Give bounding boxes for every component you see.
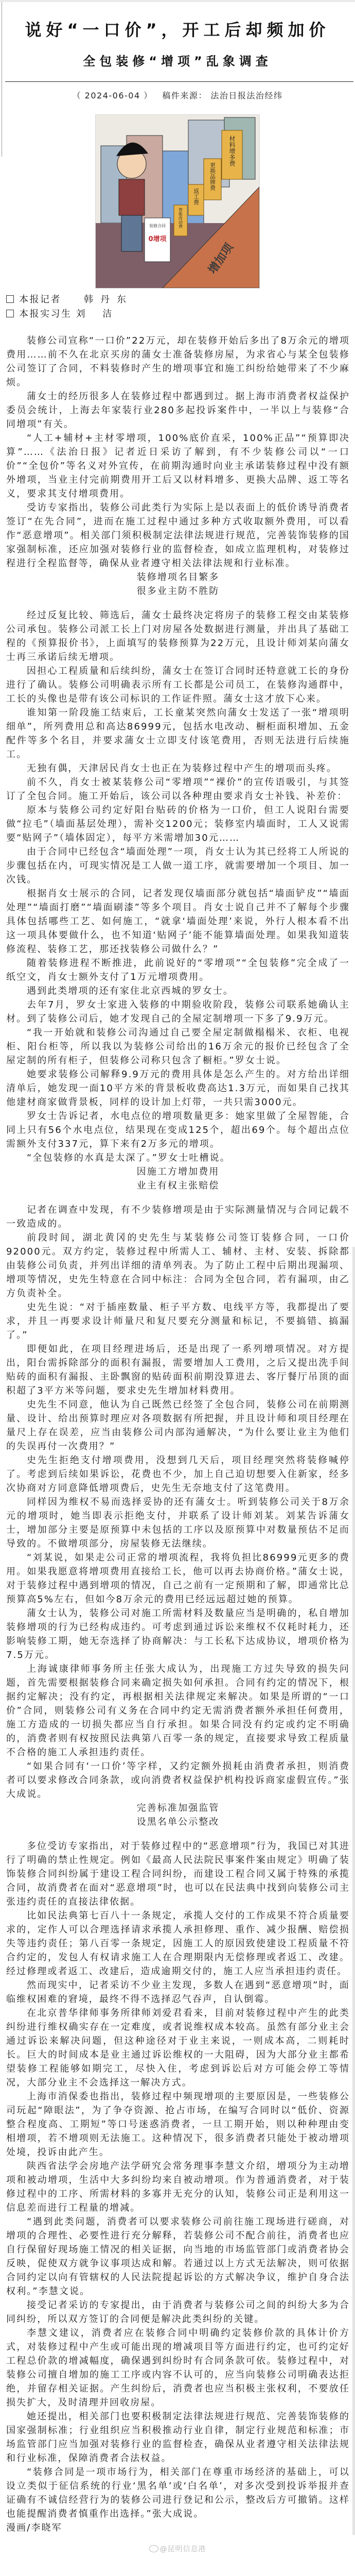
byline-intern xyxy=(6,307,355,321)
byline-name: 韩丹东 xyxy=(84,294,133,305)
section-heading-line: 装修增项名目繁多 xyxy=(136,572,220,583)
watermark xyxy=(0,2544,355,2554)
paragraph: 李慧文建议，消费者应在装修合同中明确约定装修价款的具体计价方式，对装修过程中产生或可能出现的增减项目等方面进行约定，也可约定好工程总价款的增减幅度，确保遇到纠纷时有合同条款可依。装修过程中，对装修公司擅自增加的施工工序或内容不认可的，应当向装修公司明确表达拒绝，并留存相关证据。产生纠纷后，消费者也应当积极主张权利，不要放任损失扩大，及时清理并回收房屋。 xyxy=(6,2328,350,2408)
weibo-icon xyxy=(149,2545,158,2552)
paragraph: 由于合同中已经包含“墙面处理”一项，肖女士认为其已经将工人所说的步骤包括在内，可现实情况是工人做一道工序，就需要增加一个项目、加一次钱。 xyxy=(6,846,350,885)
paragraph: 原本与装修公司约定好阳台贴砖的价格为一口价，但工人说阳台需要做“拉毛”（墙面基层处理），需补交1200元；装修室内墙面时，工人又说需要“贴网子”（墙体固定），每平方米需增加30元…… xyxy=(6,805,350,843)
section-heading-line: 完善标准加强监管 xyxy=(136,1803,220,1814)
contract-label: 装修合同 xyxy=(149,224,166,228)
paragraph: “遇到此类问题，消费者可以要求装修公司前往施工现场进行磋商，对增项的合理性、必要性进行充分解释，若装修公司不配合前往，消费者也应自行保留好现场施工情况的相关证据，向当地的市场监管部门或消费者协会反映，促使双方就争议事项达成和解。若通过以上方式无法解决，则可依据合同约定以向有管辖权的人民法院提起诉讼的方式解决争议，维护自身合法权利。”李慧文说。 xyxy=(6,2216,350,2297)
paragraph: 上海诚康律师事务所主任张大成认为，出现施工方过失导致的损失问题，首先需要根据装修合同来确定损失如何承担。合同有约定的情况下，根据约定解决；没有约定，再根据相关法律规定来解决。如果是所谓的“一口价”合同，则装修公司有义务在合同中约定无需消费者额外承担任何费用，施工方造成的一切损失都应当自行承担。如果合同没有约定或约定不明确的，消费者则有权按照民法典第八百零一条的规定，直接要求导致工程质量不合格的施工人承担违约责任。 xyxy=(6,1664,350,1758)
paragraph: “我一开始就和装修公司沟通过自己要全屋定制做榻榻米、衣柜、电视柜、阳台柜等，所以我以为装修公司给出的16万余元的报价已经包含了全屋定制的所有柜子，但装修公司称只包含了橱柜。”罗女士说。 xyxy=(6,1027,350,1066)
zero-addon-label: 0增项 xyxy=(148,235,167,243)
paragraph: 因担心工程质量和后续纠纷，蒲女士在签订合同时还特意就工长的身份进行了确认。装修公司明确表示所有工长都是公司员工，在装修沟通群中，工长的头像也是带有该公司标识的工作证件照。蒲女士这才放下心来。 xyxy=(6,666,350,704)
paragraph: “装修合同是一项市场行为，相关部门在尊重市场经济的基础上，可以设立类似于征信系统的行业‘黑名单’或‘白名单’，对多次受到投诉举报并查证确有不诚信经营行为的装修公司进行登记和公示，整改后方可撤销。这样也能提醒消费者慎重作出选择。”张大成说。 xyxy=(6,2467,350,2519)
byline-name: 刘 洁 xyxy=(76,309,119,319)
square-bullet-icon xyxy=(6,295,14,303)
title-divider xyxy=(5,81,353,82)
label-smart-fee: 智能改动费 xyxy=(178,208,183,228)
paragraph: 无独有偶，天津居民肖女士也正在为装修过程中产生的增项而头疼。 xyxy=(27,763,337,774)
cartoon-illustration xyxy=(95,114,260,289)
paragraph: 蒲女士认为，装修公司对施工所需材料及数量应当是明确的，私自增加装修增项的行为已经构成违约。可考虑到通过诉讼来维权不仅耗时耗力，还影响装修工期，她无奈选择了协商解决：与工长私下达成协议，增项价格为7.5万元。 xyxy=(6,1608,350,1660)
paragraph: 前不久，肖女士被某装修公司“零增项”“裸价”的宣传语吸引，与其签订了全包合同。施工开始后，该公司以各种理由要求肖女士补钱、补差价： xyxy=(6,777,350,802)
label-added-items: 增加项 xyxy=(206,241,236,277)
article-title: 说好“一口价”，开工后却频加价 xyxy=(25,20,330,40)
watermark-text: @昆明信息港 xyxy=(159,2545,206,2553)
paragraph: 史先生不同意，他认为自己既然已经签了全包合同，装修公司在前期测量、设计、给出预算时理应对各项数据有所把握，并且设计师和项目经理在量尺上存在误差，应当由装修公司内部沟通解决，“为什么要让业主为他们的失误再付一次费用？” xyxy=(6,1399,350,1452)
paragraph: 陕西省法学会房地产法学研究会常务理事李慧文介绍，增项分为主动增项和被动增项，生活中大多纠纷均来自被动增项。作为普通消费者，对于装修过程中的工序、所需材料的多寡并无充分的认知，装修公司正是利用这一信息差而进行工程量的增减。 xyxy=(6,2161,350,2213)
paragraph: 史先生说：“对于插座数量、柜子平方数、电线平方等，我都提出了要求，并且一再要求设计师量尺和复尺要充分测量和标记，不要搞错、搞漏了。” xyxy=(6,1302,350,1341)
paragraph: 罗女士告诉记者，水电点位的增项数量更多：她家里做了全屋智能，合同上只有56个水电点位，结果现在变成125个，超出69个。每个超出点位需额外支付337元，算下来有2万多元的增项。 xyxy=(6,1111,350,1149)
paragraph: 谁知第一阶段施工结束后，工长童某突然向蒲女士发送了一张“增项明细单”，所列费用总和高达86999元，包括水电改动、橱柜面积增加、五金配件等多个名目，并要求蒲女士立即支付该笔费用，否则无法进行后续施工。 xyxy=(6,707,350,760)
paragraph: 去年7月，罗女士家进入装修的中期验收阶段，装修公司联系她确认主材。到了装修公司后，她才发现自己的全屋定制增项一下多了9.9万元。 xyxy=(6,999,350,1024)
label-rework-fee: 返工费 xyxy=(192,188,200,205)
cartoon-drawing xyxy=(96,115,259,288)
article-body xyxy=(6,334,350,2521)
byline xyxy=(6,293,355,321)
paragraph: “全包装修的水真是太深了。”罗女士吐槽说。 xyxy=(27,1153,230,1163)
paragraph: 上海市消保委也指出，装修过程中频现增项的主要原因是，一些装修公司玩起“障眼法”，为了争夺资源、抢占市场，在编写合同时以“低价、资源整合程度高、工期短”等口号迷惑消费者，一旦工期开始，则以种种理由变相增项，若不增项则无法施工。这种情况下，很多消费者只能处于被动增项处境，投诉由此产生。 xyxy=(6,2091,350,2158)
paragraph: 记者在调查中发现，有不少装修增项是由于实际测量情况与合同记载不一致造成的。 xyxy=(6,1205,350,1229)
paragraph: 根据肖女士展示的合同，记者发现仅墙面部分就包括“墙面铲皮”“墙面处理”“墙面打磨”“墙面刷漆”等多个项目。肖女士说自己并不了解每个步骤具体包括哪些工艺、如何施工，“就拿‘墙面处理’来说，外行人根本看不出这一项具体要做什么，也不知道‘贴网子’能不能算墙面处理。如果我知道装修流程、装修工艺，那还找装修公司做什么？” xyxy=(6,888,350,955)
paragraph: 即便如此，在项目经理进场后，还是出现了一系列增项情况。对方提出，阳台需拆除部分的面积有漏报，需要增加人工费用，之后又提出洗手间贴砖的面积有漏报、主卧飘窗的贴砖面积前期没算进去、客厅餐厅吊顶的面积超了3平方米等问题，要求史先生增加材料费用。 xyxy=(6,1344,350,1396)
section-heading xyxy=(6,1801,350,1829)
illustration-credit: 漫画/李晓军 xyxy=(6,2522,62,2533)
square-bullet-icon xyxy=(6,310,14,317)
paragraph: 史先生拒绝支付增项费用，没想到几天后，项目经理突然将装修喊停了。考虑到后续如果诉讼，花费也不少，加上自己迫切想要入住新家，经多次协商对方同意降低增项费后，史先生无奈地支付了这笔费用。 xyxy=(6,1455,350,1494)
paragraph: 经过反复比较、筛选后，蒲女士最终决定将房子的装修工程交由某装修公司承包。装修公司派工长上门对房屋各处数据进行测量，并出具了基础工程的《预算报价书》，上面填写的装修预算为22万元，且设计师刘某向蒲女士再三承诺后续无增项。 xyxy=(6,610,350,663)
paragraph: “如果合同有‘一口价’等字样，又约定额外损耗由消费者承担，则消费者可以要求修改合同条款，或向消费者权益保护机构投诉商家虚假宣传。”张大成说。 xyxy=(6,1761,350,1800)
paragraph: 蒲女士的经历很多人在装修过程中都遇到过。据上海市消费者权益保护委员会统计，上海去年家装行业280多起投诉案件中，一半以上与装修“合同增项”有关。 xyxy=(6,391,350,430)
paragraph: 然而现实中，记者采访不少业主发现，多数人在遇到“恶意增项”时，面临维权困难的窘境，最终不得不选择忍气吞声，自认倒霉。 xyxy=(6,1980,350,2005)
paragraph: “刘某说，如果走公司正常的增项流程，我将负担比86999元更多的费用。如果我愿意将增项费用直接给工长，他可以再去协商价格。”蒲女士说，对于装修过程中遇到增项的情况，自己之前有一定预期和了解，即通常比总预算高5%左右，但如今8万余元的费用已经远远超过她的预算。 xyxy=(6,1552,350,1605)
paragraph: 她要求装修公司解释9.9万元的费用具体是怎么产生的。对方给出详细清单后，她发现一面10平方米的背景板收费高达1.3万元，而如果自己找其他建材商家做背景板，同样的设计加上灯带，一共只需3000元。 xyxy=(6,1069,350,1108)
section-heading-line: 业主有权主张赔偿 xyxy=(136,1180,220,1191)
byline-role: 本报实习生 xyxy=(19,309,72,319)
label-material-fee: 材料增多费 xyxy=(228,135,236,166)
section-heading-line: 设黑名单公示整改 xyxy=(136,1817,220,1827)
article-source: 稿件来源： 法治日报法治经纬 xyxy=(162,91,283,100)
paragraph: 在北京普华律师事务所律师刘爱君看来，目前对装修过程中产生的此类纠纷进行维权确实存在一定难度，或者说维权成本较高。虽然有部分业主会通过诉讼来解决问题，但这种途径对于业主来说，一则成本高，二则耗时长。巨大的时间成本是业主通过诉讼维权的一大阻碍，因为大部分业主都希望装修工程能够如期完工，尽快入住，考虑到诉讼后对方可能会停工等情况，大部分业主不会选择这一解决方式。 xyxy=(6,2008,350,2088)
section-heading-line: 很多业主防不胜防 xyxy=(136,586,220,597)
publish-date: （ 2024-06-04 ） xyxy=(72,91,153,100)
article-meta xyxy=(0,90,355,102)
paragraph: 她还提出，相关部门也要积极制定法律法规进行规范、完善装饰装修的国家强制标准；行业组织应当积极推动行业自律，制定行业规范和标准；市场监管部门应当加强对装修行业的监督检查，确保从业者遵守相关法律法规和行业标准，保障消费者合法权益。 xyxy=(6,2411,350,2464)
section-heading xyxy=(6,570,350,598)
paragraph: 前段时间，湖北黄冈的史先生与某装修公司签订装修合同，一口价92000元。双方约定，装修过程中所需人工、辅材、主材、安装、拆除都由装修公司负责，并列出详细的清单列表。为了防止工程中后期出现漏项、增项等情况，史先生特意在合同中标注：合同为全包合同，若有漏项，由乙方负责补全。 xyxy=(6,1232,350,1299)
paragraph: 遇到此类增项的还有家住北京西城的罗女士。 xyxy=(27,986,234,996)
paragraph: 接受记者采访的专家提出，由于消费者与装修公司之间的纠纷大多为合同纠纷，所以双方签订的合同便是解决此类纠纷的关键。 xyxy=(6,2300,350,2325)
byline-role: 本报记者 xyxy=(19,294,61,305)
paragraph: 多位受访专家指出，对于装修过程中的“恶意增项”行为，我国已对其进行了明确的禁止性规定。例如《最高人民法院民事案件案由规定》明确了装饰装修合同纠纷属于建设工程合同纠纷，而建设工程合同又属于特殊的承揽合同，故消费者在面对“恶意增项”时，也可以在民法典中找到向装修公司主张违约责任的直接法律依据。 xyxy=(6,1841,350,1907)
label-brand-fee: 更换品牌费 xyxy=(209,162,216,191)
paragraph: 随着装修进程不断推进，此前说好的“零增项”“全包装修”完全成了一纸空文，肖女士额外支付了1万元增项费用。 xyxy=(6,958,350,982)
article-subtitle: 全包装修“增项”乱象调查 xyxy=(83,54,272,69)
paragraph: 比如民法典第七百八十一条规定，承揽人交付的工作成果不符合质量要求的，定作人可以合理选择请求承揽人承担修理、重作、减少报酬、赔偿损失等违约责任；第八百零一条规定，因施工人的原因致使建设工程质量不符合约定的，发包人有权请求施工人在合理期限内无偿修理或者返工、改建。经过修理或者返工、改建后，造成逾期交付的，施工人应当承担违约责任。 xyxy=(6,1910,350,1977)
byline-reporter xyxy=(6,293,355,307)
paragraph: “人工+辅材+主材零增项，100%底价直采，100%正品”“预算即决算”……《法治日报》记者近日采访了解到，有不少装修公司以“一口价”“全包价”等名义对外宣传，在前期沟通时向业主承诺装修过程中没有额外增项，当业主付完前期费用开工后又以材料增多、更换大品牌、返工等名义，要求其支付增项费用。 xyxy=(6,433,350,499)
top-bar xyxy=(0,0,355,2)
scrollbar[interactable] xyxy=(352,1247,355,2535)
paragraph: 装修公司宣称“一口价”22万元，却在装修开始后多出了8万余元的增项费用……前不久在北京买房的蒲女士准备装修房屋，为求省心与某全包装修公司签订了合同，不料装修时产生的增项事宜和施工纠纷给她带来了不少麻烦。 xyxy=(6,335,350,388)
section-heading xyxy=(6,1165,350,1193)
paragraph: 同样因为维权不易而选择妥协的还有蒲女士。听到装修公司关于8万余元的增项时，她当即表示拒绝支付，并联系了设计师刘某。刘某告诉蒲女士，增加部分主要是原预算中未包括的工序以及原预算中对数量预估不足而导致的。不做增项部分，房屋装修无法继续。 xyxy=(6,1497,350,1549)
paragraph: 受访专家指出，装修公司此类行为实际上是以表面上的低价诱导消费者签订“在先合同”，进而在施工过程中通过多种方式收取额外费用，可以看作“恶意增项”。相关部门须积极制定法律法规进行规范，完善装饰装修的国家强制标准，还应加强对装修行业的监督检查，如成立监理机构，对装修过程进行全程监督等，确保从业者遵守相关法律法规和行业标准。 xyxy=(6,502,350,569)
section-heading-line: 因施工方增加费用 xyxy=(136,1166,220,1177)
